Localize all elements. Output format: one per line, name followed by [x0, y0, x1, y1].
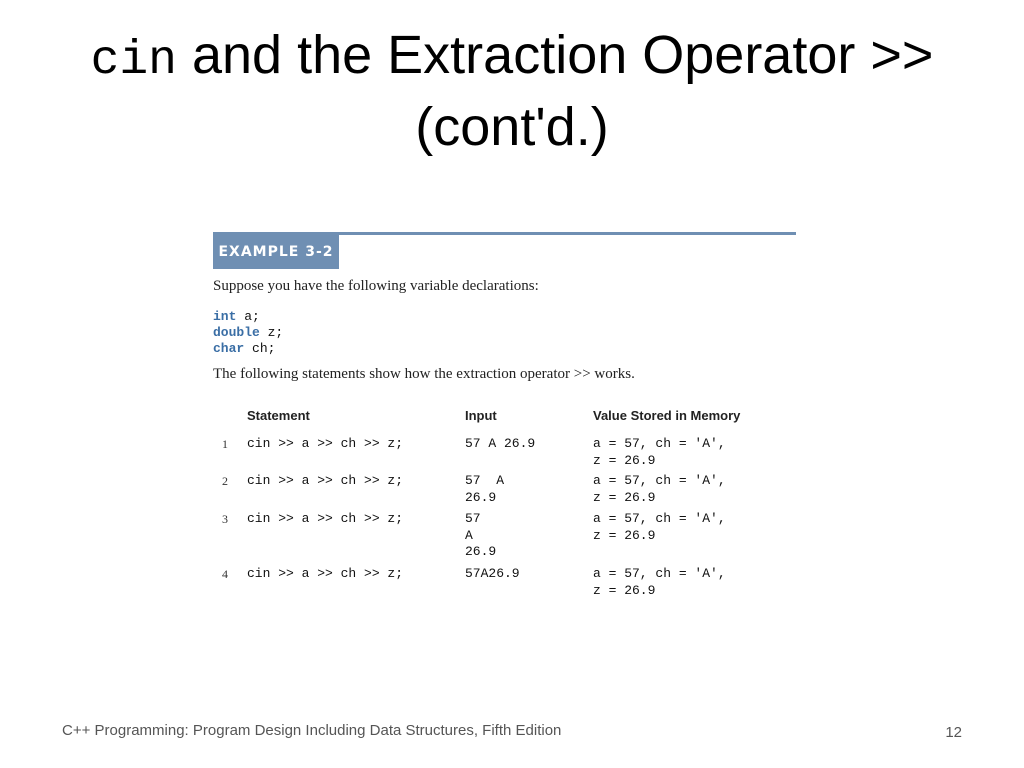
example-intro: Suppose you have the following variable declarations: [213, 278, 539, 294]
title-code: cin [90, 34, 177, 88]
type-keyword: char [213, 341, 245, 356]
declaration-rest: a; [236, 309, 260, 324]
title-line2: (cont'd.) [415, 97, 609, 157]
declaration-rest: z; [259, 325, 284, 340]
row-number: 3 [222, 512, 228, 526]
title-line1: and the Extraction Operator >> [176, 25, 934, 85]
example-statement-text: The following statements show how the extraction operator >> works. [213, 366, 635, 382]
header-value: Value Stored in Memory [593, 408, 741, 423]
example-badge: EXAMPLE 3-2 [213, 235, 339, 269]
declaration-line [213, 325, 283, 341]
row-input: 57 A 26.9 [465, 511, 497, 559]
row-statement: cin >> a >> ch >> z; [247, 511, 404, 526]
header-statement: Statement [247, 408, 310, 423]
declaration-line [213, 309, 283, 325]
footer-text: C++ Programming: Program Design Including Data Structures, Fifth Edition [62, 722, 562, 739]
row-input: 57 A 26.9 [465, 436, 536, 451]
declaration-rest: ch; [244, 341, 276, 356]
header-input: Input [465, 408, 497, 423]
row-number: 2 [222, 474, 228, 488]
type-keyword: double [213, 325, 260, 340]
row-value: a = 57, ch = 'A', z = 26.9 [593, 566, 726, 598]
declarations [213, 309, 283, 357]
row-number: 4 [222, 567, 228, 581]
row-statement: cin >> a >> ch >> z; [247, 566, 404, 581]
type-keyword: int [213, 309, 237, 324]
row-statement: cin >> a >> ch >> z; [247, 473, 404, 488]
row-number: 1 [222, 437, 228, 451]
row-value: a = 57, ch = 'A', z = 26.9 [593, 511, 726, 543]
example-box [213, 232, 796, 612]
declaration-line [213, 341, 283, 357]
row-input: 57A26.9 [465, 566, 520, 581]
row-value: a = 57, ch = 'A', z = 26.9 [593, 473, 726, 505]
page-number: 12 [945, 724, 962, 741]
row-value: a = 57, ch = 'A', z = 26.9 [593, 436, 726, 468]
slide-title [40, 22, 984, 160]
row-input: 57 A 26.9 [465, 473, 505, 505]
row-statement: cin >> a >> ch >> z; [247, 436, 404, 451]
